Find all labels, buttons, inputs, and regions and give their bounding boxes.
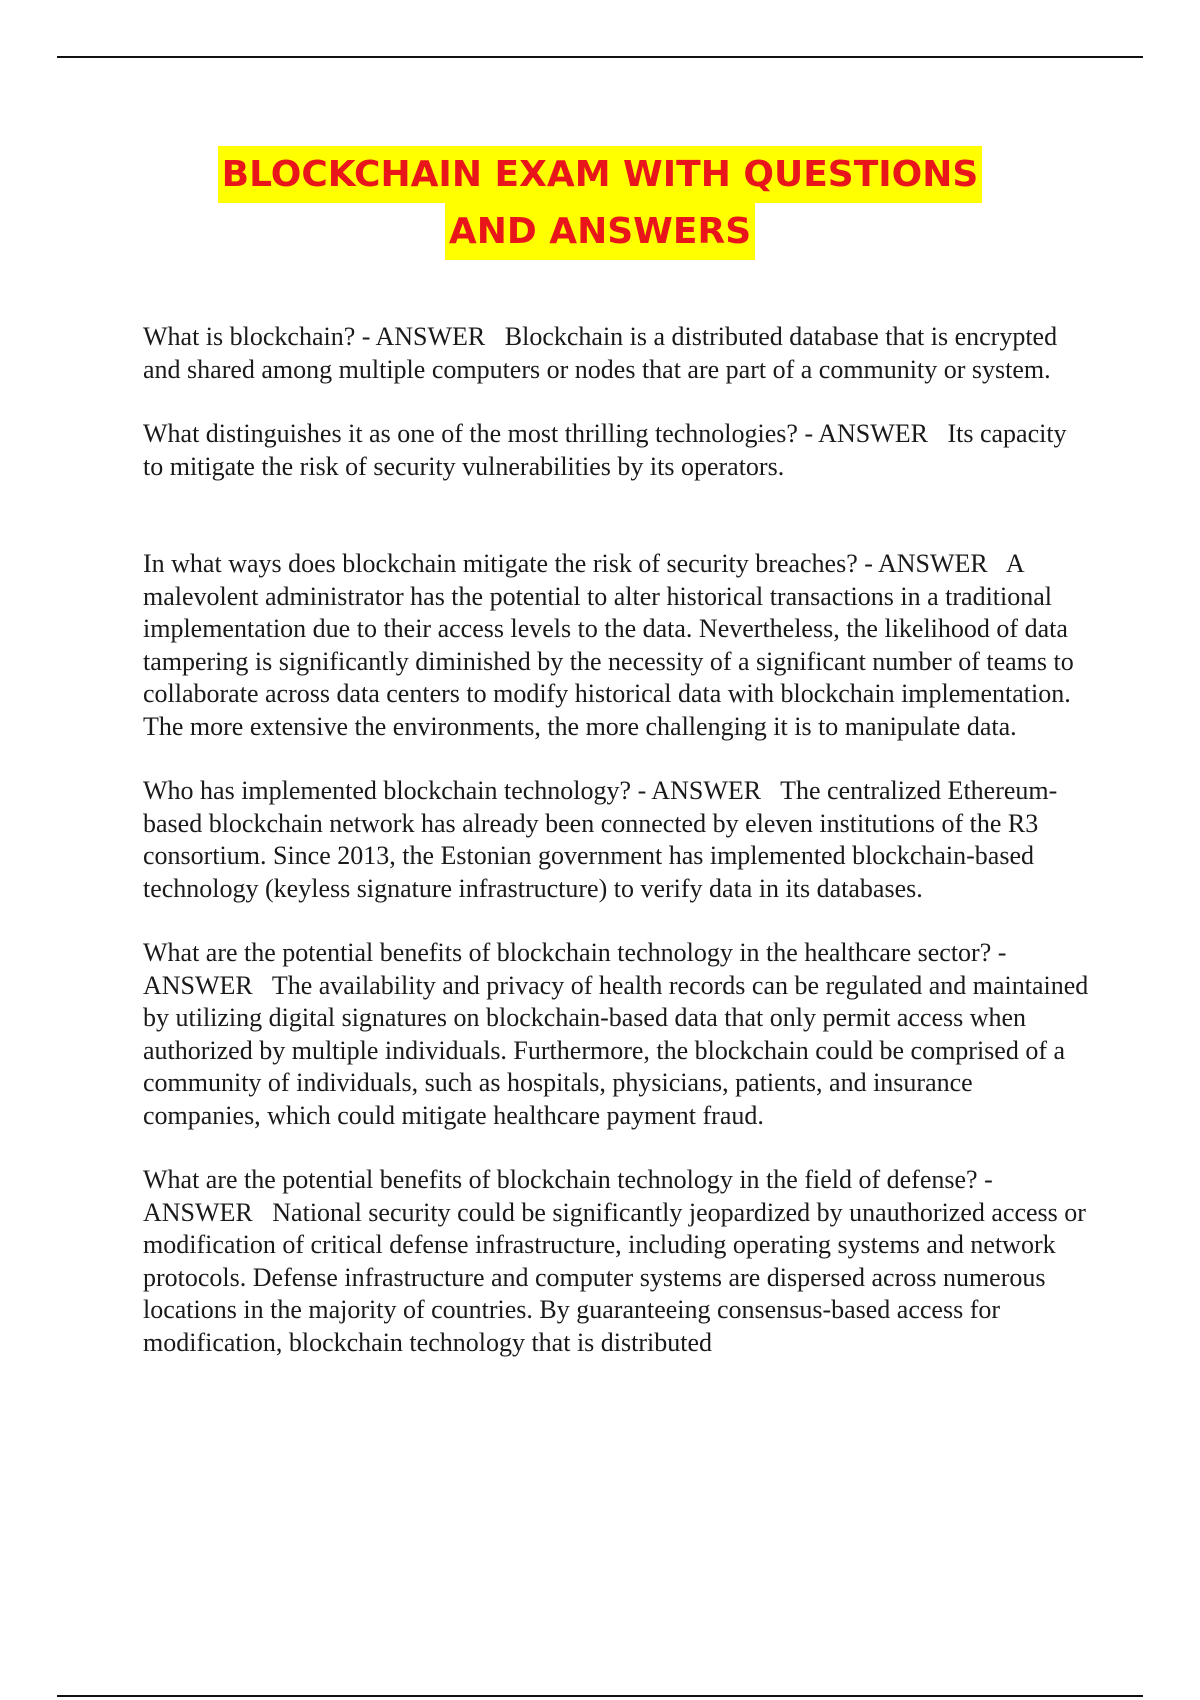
top-rule (57, 56, 1143, 58)
answer-marker: - ANSWER (143, 938, 1007, 1000)
answer-text: A malevolent administrator has the potential to alter historical transactions in a traditional implementation due to their access levels to the data. Nevertheless, the likelihood of data tampering is significantly diminished by the necessity of a significant number of teams to collaborate across data centers to modify historical data with blockchain implementation. The more extensive the environments, the more challenging it is to manipulate data. (143, 549, 1074, 741)
qa-item (143, 1164, 1093, 1359)
question-text: What are the potential benefits of blockchain technology in the healthcare sector? (143, 938, 992, 967)
qa-item (143, 937, 1093, 1132)
answer-marker: - ANSWER (361, 322, 486, 351)
qa-item (143, 548, 1093, 743)
page-title (0, 146, 1200, 260)
question-text: In what ways does blockchain mitigate the risk of security breaches? (143, 549, 858, 578)
qa-item (143, 321, 1093, 386)
bottom-rule (57, 1695, 1143, 1697)
answer-marker: - ANSWER (804, 419, 928, 448)
answer-text: Blockchain is a distributed database that is encrypted and shared among multiple computers or nodes that are part of a community or system. (143, 322, 1058, 384)
answer-marker: - ANSWER (864, 549, 988, 578)
title-line-2: AND ANSWERS (445, 203, 755, 260)
answer-text: National security could be significantly jeopardized by unauthorized access or modification of critical defense infrastructure, including operating systems and network protocols. Defense infrastructure and computer systems are dispersed across numerous locations in the majority of countries. By guaranteeing consensus-based access for modification, blockchain technology that is distributed (143, 1197, 1086, 1357)
question-text: Who has implemented blockchain technology? (143, 776, 632, 805)
answer-marker: - ANSWER (143, 1165, 993, 1227)
answer-marker: - ANSWER (637, 776, 762, 805)
answer-text: The centralized Ethereum-based blockchain network has already been connected by eleven institutions of the R3 consortium. Since 2013, the Estonian government has implemented blockchain-based technology (keyless signature infrastructure) to verify data in its databases. (143, 776, 1058, 903)
qa-item (143, 418, 1093, 483)
qa-item (143, 775, 1093, 905)
answer-text: Its capacity to mitigate the risk of security vulnerabilities by its operators. (143, 419, 1067, 481)
qa-list (143, 321, 1093, 1359)
question-text: What are the potential benefits of blockchain technology in the field of defense? (143, 1165, 978, 1194)
answer-text: The availability and privacy of health records can be regulated and maintained by utilizing digital signatures on blockchain-based data that only permit access when authorized by multiple individuals. Furthermore, the blockchain could be comprised of a community of individuals, such as hospitals, physicians, patients, and insurance companies, which could mitigate healthcare payment fraud. (143, 970, 1089, 1130)
question-text: What distinguishes it as one of the most thrilling technologies? (143, 419, 798, 448)
question-text: What is blockchain? (143, 322, 356, 351)
title-line-1: BLOCKCHAIN EXAM WITH QUESTIONS (218, 146, 983, 203)
